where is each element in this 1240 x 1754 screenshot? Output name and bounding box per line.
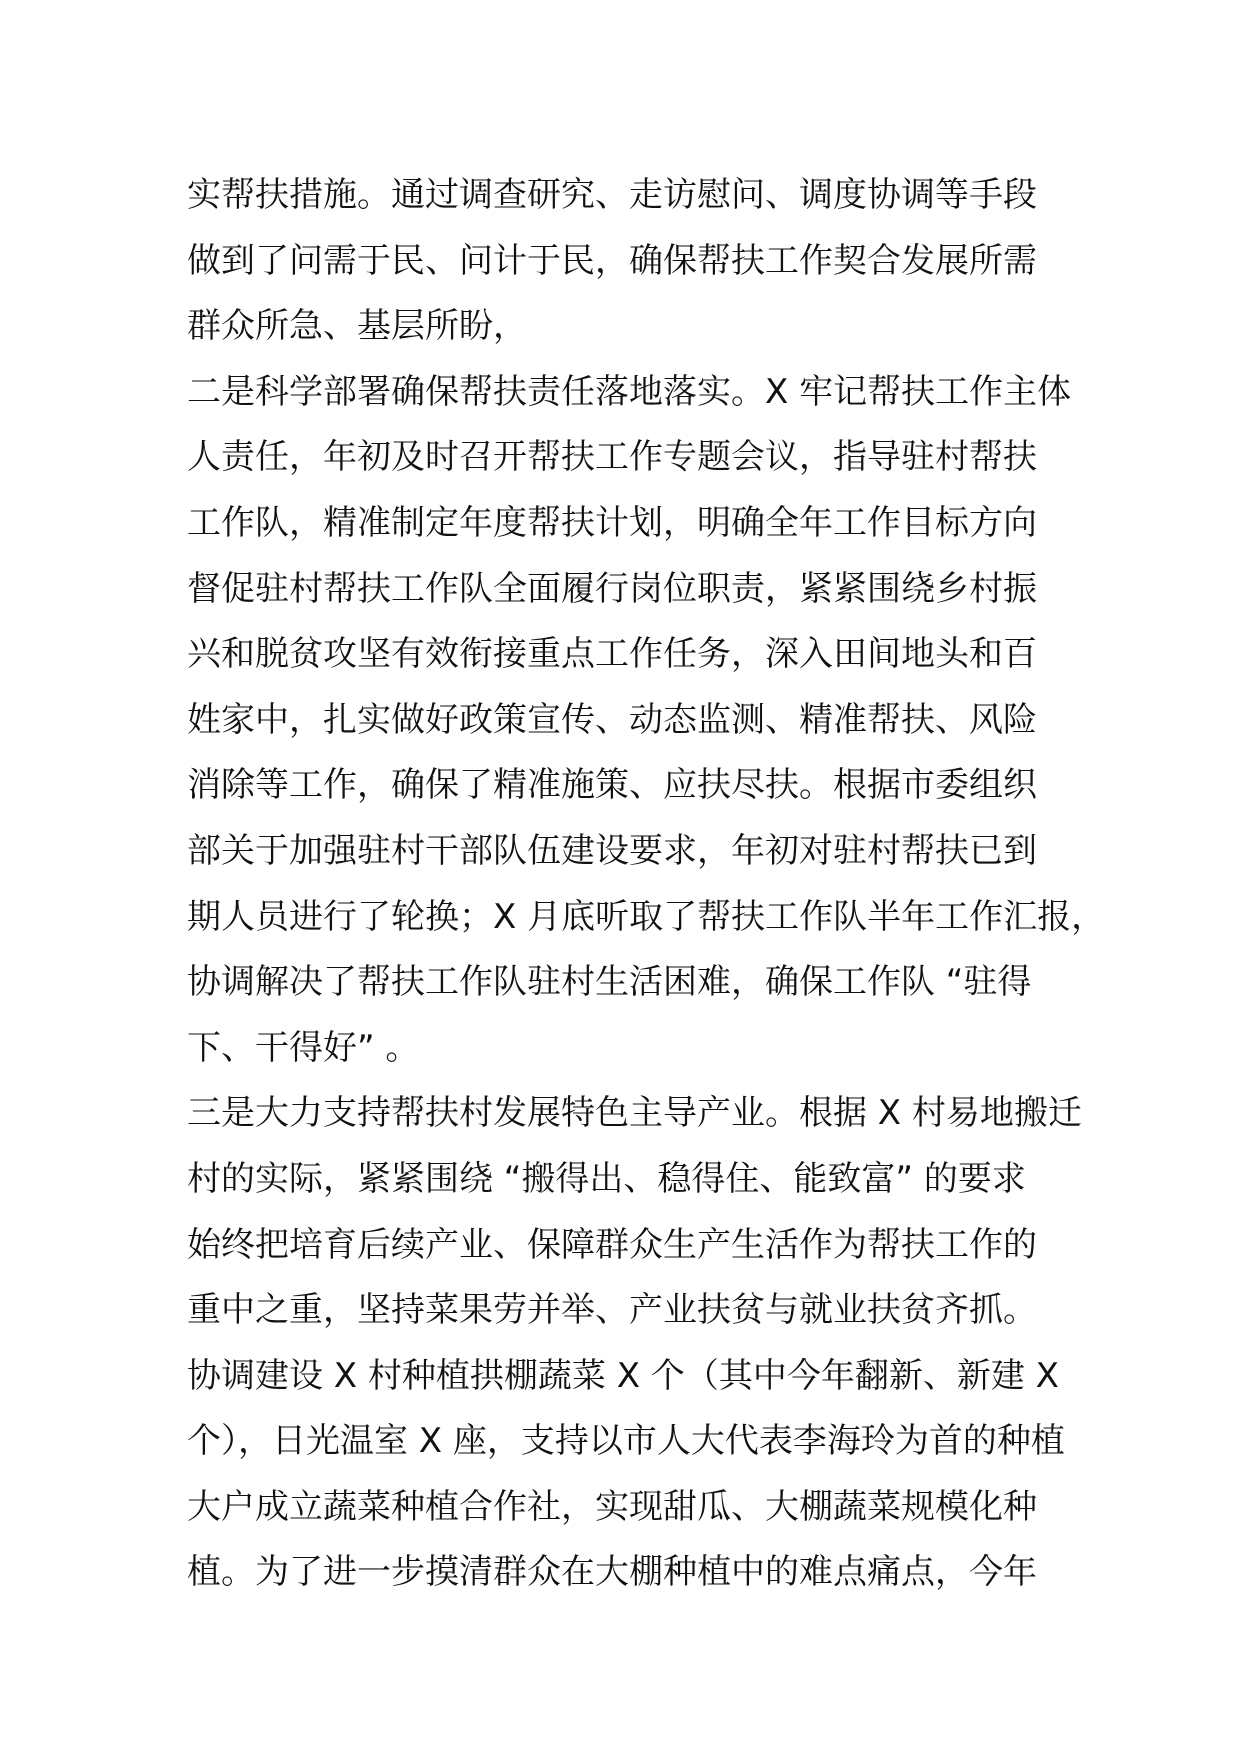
text-line: 协调解决了帮扶工作队驻村生活困难，确保工作队 “驻得: [187, 962, 1032, 1003]
text-line: 做到了问需于民、问计于民，确保帮扶工作契合发展所需: [187, 240, 1037, 281]
text-line: 督促驻村帮扶工作队全面履行岗位职责，紧紧围绕乡村振: [187, 568, 1037, 609]
text-line: 二是科学部署确保帮扶责任落地落实。X 牢记帮扶工作主体: [187, 371, 1072, 412]
text-line: 始终把培育后续产业、保障群众生产生活作为帮扶工作的: [187, 1224, 1037, 1265]
text-line: 村的实际，紧紧围绕 “搬得出、稳得住、能致富” 的要求: [187, 1158, 1026, 1199]
body-text: [187, 163, 1106, 1606]
text-line: 三是大力支持帮扶村发展特色主导产业。根据 X 村易地搬迁: [187, 1093, 1082, 1134]
text-line: 兴和脱贫攻坚有效衔接重点工作任务，深入田间地头和百: [187, 634, 1037, 675]
text-line: 重中之重，坚持菜果劳并举、产业扶贫与就业扶贫齐抓。: [187, 1290, 1037, 1331]
text-line: 消除等工作，确保了精准施策、应扶尽扶。根据市委组织: [187, 765, 1037, 806]
text-line: 植。为了进一步摸清群众在大棚种植中的难点痛点，今年: [187, 1552, 1037, 1593]
text-line: 期人员进行了轮换；X 月底听取了帮扶工作队半年工作汇报，: [187, 896, 1106, 937]
text-line: 工作队，精准制定年度帮扶计划，明确全年工作目标方向: [187, 502, 1037, 543]
text-line: 个），日光温室 X 座，支持以市人大代表李海玲为首的种植: [187, 1421, 1065, 1462]
text-line: 姓家中，扎实做好政策宣传、动态监测、精准帮扶、风险: [187, 699, 1037, 740]
text-line: 大户成立蔬菜种植合作社，实现甜瓜、大棚蔬菜规模化种: [187, 1486, 1037, 1527]
text-line: 协调建设 X 村种植拱棚蔬菜 X 个（其中今年翻新、新建 X: [187, 1355, 1059, 1396]
text-line: 下、干得好” 。: [187, 1027, 420, 1068]
text-line: 实帮扶措施。通过调查研究、走访慰问、调度协调等手段: [187, 175, 1037, 215]
text-line: 部关于加强驻村干部队伍建设要求，年初对驻村帮扶已到: [187, 830, 1037, 871]
text-line: 群众所急、基层所盼，: [187, 306, 527, 347]
text-line: 人责任，年初及时召开帮扶工作专题会议，指导驻村帮扶: [187, 437, 1037, 478]
